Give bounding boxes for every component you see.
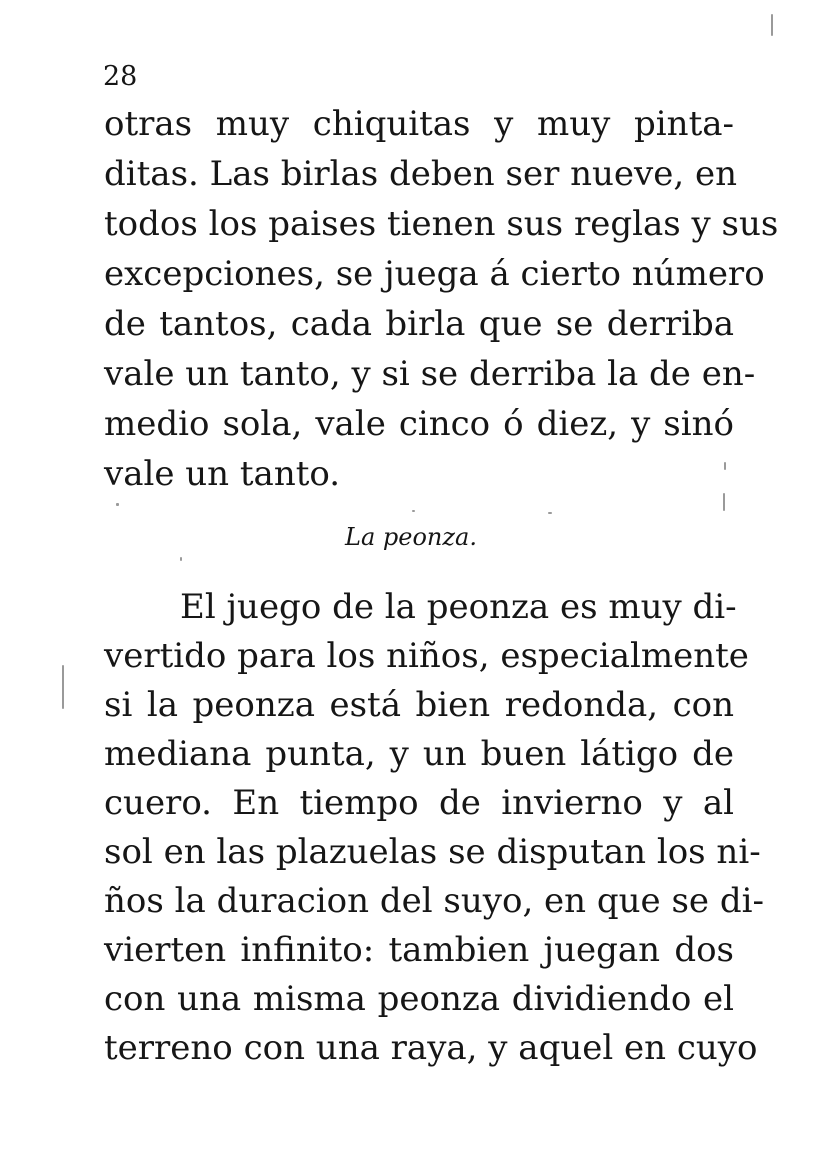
- print-speck: [548, 512, 552, 514]
- text-line: con una misma peonza dividiendo el: [104, 979, 734, 1019]
- text-line: terreno con una raya, y aquel en cuyo: [104, 1028, 758, 1068]
- text-line: todos los paises tienen sus reglas y sus: [104, 204, 779, 244]
- text-line: ditas. Las birlas deben ser nueve, en: [104, 154, 738, 194]
- text-line: otras muy chiquitas y muy pinta-: [104, 104, 734, 144]
- text-line: medio sola, vale cinco ó diez, y sinó: [104, 404, 734, 444]
- text-line: si la peonza está bien redonda, con: [104, 685, 734, 725]
- text-line: ños la duracion del suyo, en que se di-: [104, 881, 764, 921]
- text-line: de tantos, cada birla que se derriba: [104, 304, 734, 344]
- text-line: sol en las plazuelas se disputan los ni-: [104, 832, 761, 872]
- text-line: vale un tanto, y si se derriba la de en-: [104, 354, 756, 394]
- text-line: El juego de la peonza es muy di-: [180, 587, 737, 627]
- page-number: 28: [103, 61, 138, 92]
- section-heading: La peonza.: [345, 523, 477, 551]
- print-speck: [723, 493, 725, 511]
- print-speck: [62, 665, 64, 709]
- text-line: vierten infinito: tambien juegan dos: [104, 930, 734, 970]
- print-speck: [724, 462, 726, 470]
- text-line: cuero. En tiempo de invierno y al: [104, 783, 734, 823]
- text-line: excepciones, se juega á cierto número: [104, 254, 765, 294]
- print-speck: [771, 14, 773, 36]
- text-line: vertido para los niños, especialmente: [104, 636, 749, 676]
- text-line: vale un tanto.: [104, 454, 341, 494]
- print-speck: [180, 557, 182, 561]
- print-speck: [412, 510, 415, 512]
- text-line: mediana punta, y un buen látigo de: [104, 734, 734, 774]
- print-speck: [116, 503, 119, 506]
